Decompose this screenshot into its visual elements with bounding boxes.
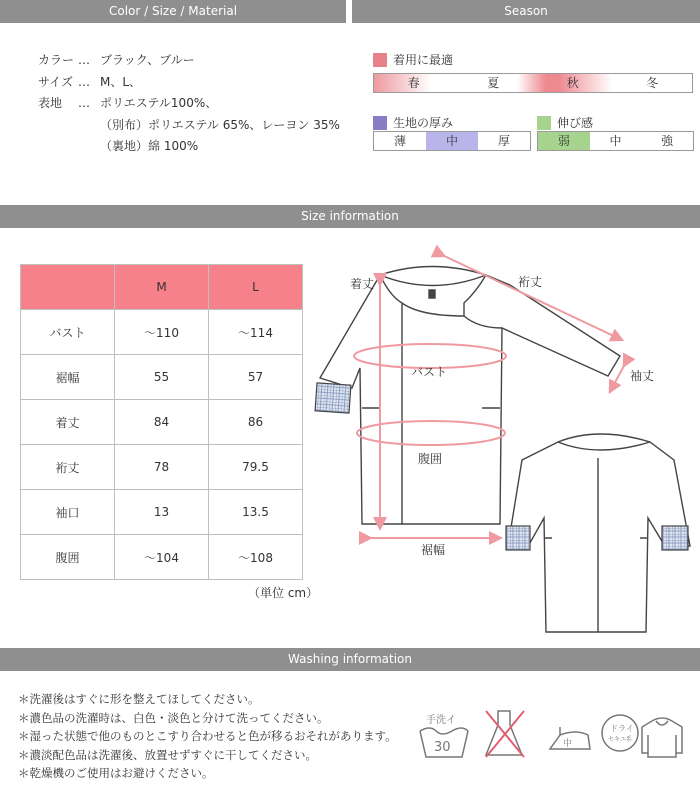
thickness-medium: 中 [426, 132, 478, 150]
list-item: ＊洗濯後はすぐに形を整えてほしてください。 [18, 692, 260, 706]
table-row: 袖口 13 13.5 [21, 490, 303, 535]
front-cuff [315, 383, 351, 413]
spec-fabric: 表地 … ポリエステル100%、 [38, 96, 218, 110]
care-icons [410, 705, 695, 765]
season-autumn: 秋 [566, 76, 579, 90]
label-cuff: 袖丈 [630, 369, 655, 383]
season-winter: 冬 [646, 76, 659, 90]
label-bust: バスト [411, 365, 448, 379]
dry-clean-icon [602, 715, 638, 751]
label-length: 着丈 [350, 277, 375, 291]
green-swatch [537, 116, 551, 130]
stretch-medium: 中 [609, 134, 622, 148]
back-cuff-left [506, 526, 530, 550]
table-row: 裄丈 78 79.5 [21, 445, 303, 490]
label-sleeve-length: 裄丈 [518, 275, 543, 289]
iron-icon [550, 727, 590, 749]
best-season-legend: 着用に最適 [373, 51, 453, 68]
stretch-scale [537, 131, 694, 151]
size-table-header: M L [21, 265, 303, 310]
table-row: 着丈 84 86 [21, 400, 303, 445]
spec-list [38, 50, 340, 158]
svg-text:手洗イ: 手洗イ [426, 715, 456, 726]
list-item: ＊湿った状態で他のものとこすり合わせると色が移るおそれがあります。 [18, 729, 397, 744]
hand-wash-icon [420, 713, 468, 757]
list-item: ＊乾燥機のご使用はお避けください。 [18, 766, 214, 781]
spec-sub-fabric: （別布）ポリエステル 65%、レーヨン 35% [100, 117, 340, 132]
list-item: ＊濃淡配色品は洗濯後、放置せずすぐに干してください。 [18, 747, 317, 762]
spec-lining: （裏地）綿 100% [100, 139, 199, 153]
season-scale [373, 73, 693, 93]
purple-swatch [373, 116, 387, 130]
garment-diagram [300, 228, 700, 642]
size-header: Size information [0, 205, 700, 228]
unit-label: （単位 cm） [248, 586, 319, 600]
stretch-strong: 強 [661, 134, 674, 148]
table-row: 腹囲 ～104 ～108 [21, 535, 303, 580]
back-cuff-right [662, 526, 688, 550]
label-hem: 裾幅 [421, 543, 446, 557]
spec-header: Color / Size / Material [0, 0, 346, 23]
season-summer: 夏 [487, 76, 500, 90]
label-waist: 腹囲 [418, 452, 443, 466]
no-bleach-icon [486, 711, 524, 757]
sweater-icon [642, 718, 682, 757]
list-item: ＊濃色品の洗濯時は、白色・淡色と分けて洗ってください。 [18, 710, 329, 725]
table-row: 裾幅 55 57 [21, 355, 303, 400]
svg-text:セキユ系: セキユ系 [608, 736, 633, 743]
washing-header: Washing information [0, 648, 700, 671]
thickness-thick: 厚 [497, 134, 510, 148]
thickness-legend: 生地の厚み [373, 114, 453, 131]
svg-text:30: 30 [434, 740, 451, 755]
stretch-weak: 弱 [538, 132, 590, 150]
svg-text:ドライ: ドライ [610, 724, 634, 733]
thickness-thin: 薄 [393, 134, 406, 148]
stretch-legend: 伸び感 [537, 114, 593, 131]
washing-notes [18, 690, 397, 783]
spec-color: カラー … ブラック、ブルー [38, 53, 195, 67]
pink-swatch [373, 53, 387, 67]
table-row: バスト ～110 ～114 [21, 310, 303, 355]
spec-size: サイズ … M、L、 [38, 74, 142, 89]
size-table [20, 264, 303, 580]
svg-text:中: 中 [563, 739, 573, 749]
season-header: Season [352, 0, 700, 23]
season-spring: 春 [407, 76, 420, 90]
thickness-scale [373, 131, 531, 151]
